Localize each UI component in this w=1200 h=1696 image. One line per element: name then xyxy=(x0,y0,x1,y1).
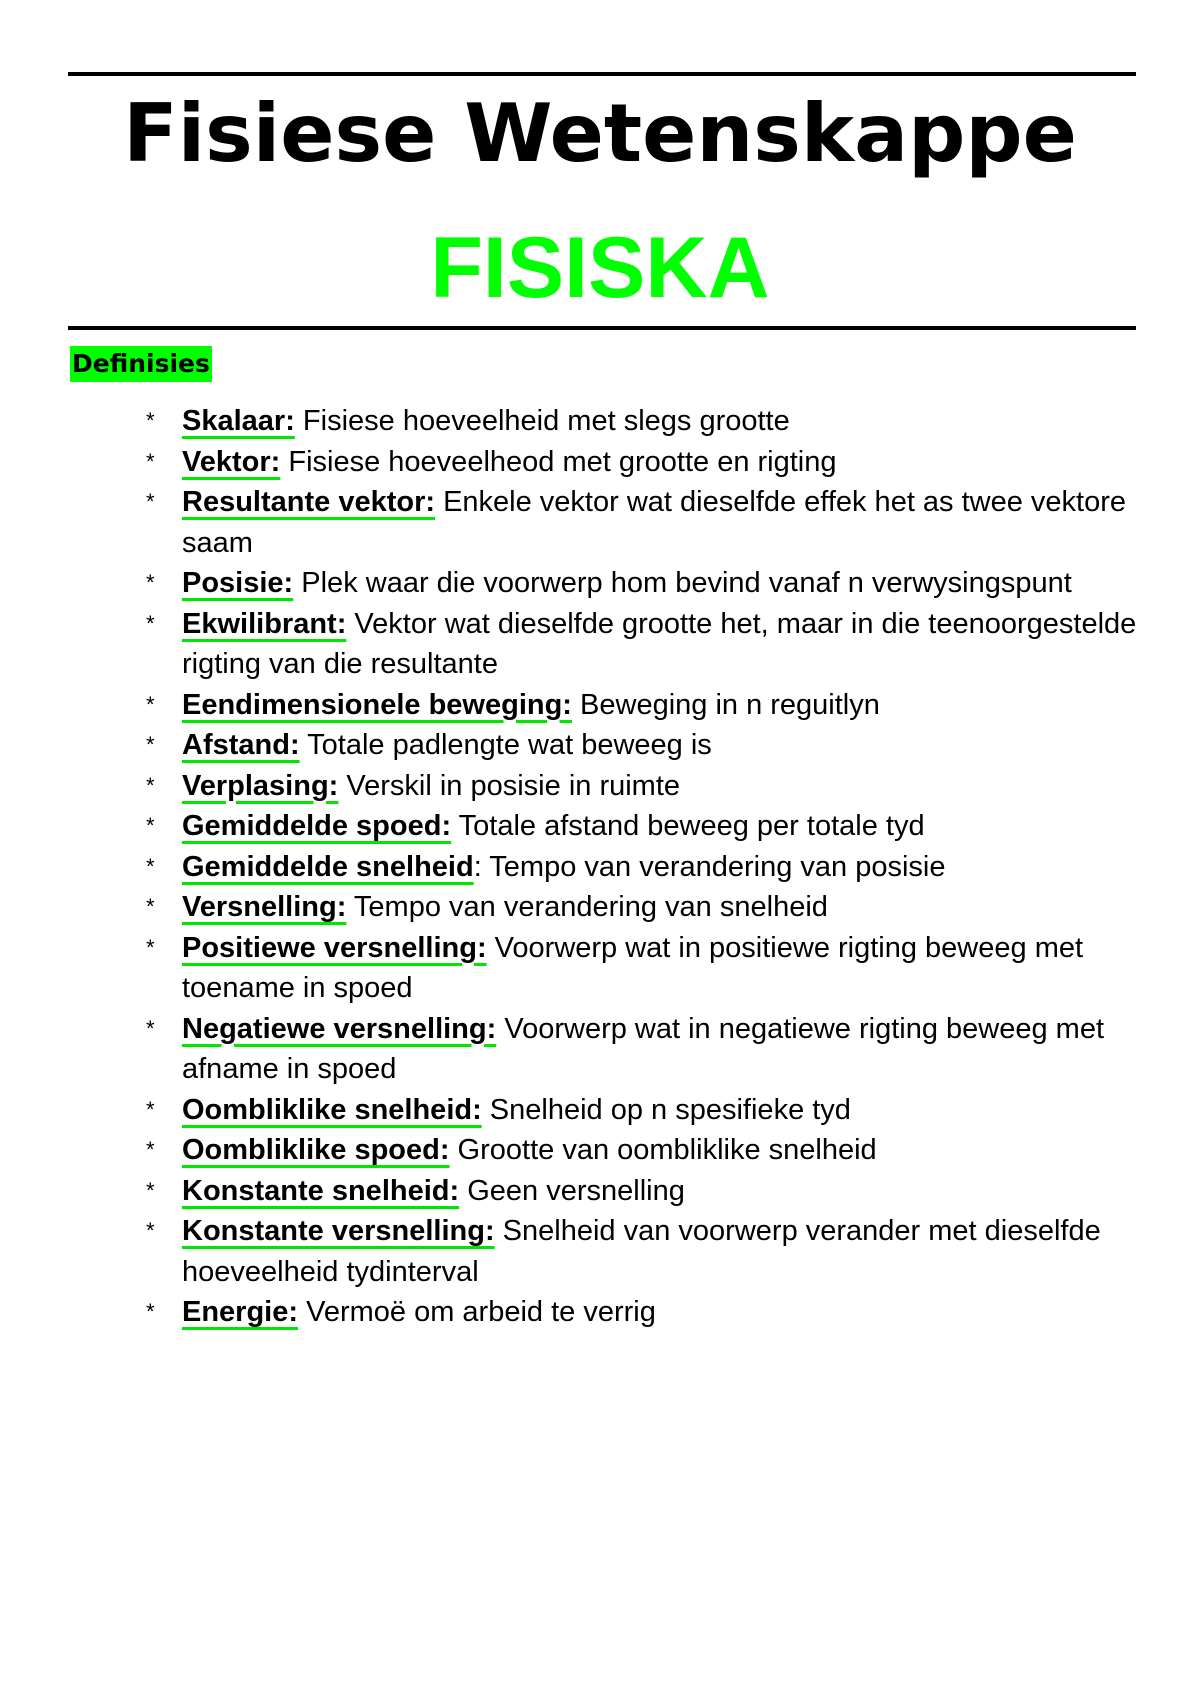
definition-text: Vektor wat dieselfde grootte het, maar in die teenoorgestelde rigting van die resultante xyxy=(182,607,1137,680)
definition-term: Resultante vektor: xyxy=(182,486,436,518)
definition-term: Posisie: xyxy=(182,567,294,599)
bullet-star-icon: * xyxy=(146,853,155,879)
definition-text: Beweging in n reguitlyn xyxy=(571,688,880,721)
definition-item xyxy=(0,401,1200,442)
definition-term: Konstante snelheid: xyxy=(182,1174,460,1207)
definition-text: Snelheid van voorwerp verander met dieselfde hoeveelheid tydinterval xyxy=(182,1215,1101,1288)
definition-text: Geen versnelling xyxy=(459,1174,685,1207)
definition-text: Grootte van oombliklike snelheid xyxy=(449,1134,877,1166)
definition-text: Snelheid op n spesifieke tyd xyxy=(481,1093,851,1126)
definition-text: Fisiese hoeveelheid met slegs grootte xyxy=(294,405,790,437)
definition-text: Vermoë om arbeid te verrig xyxy=(298,1296,656,1328)
bullet-star-icon: * xyxy=(146,732,155,757)
definition-text: Totale afstand beweeg per totale tyd xyxy=(451,810,925,842)
definition-term: Negatiewe versnelling: xyxy=(182,1012,497,1045)
definition-text: Totale padlengte wat beweeg is xyxy=(299,729,712,761)
definition-term: Eendimensionele beweging: xyxy=(182,688,572,721)
definition-item xyxy=(0,1211,1200,1292)
definition-term: Gemiddelde spoed: xyxy=(182,810,452,842)
definition-text: Fisiese hoeveelheod met grootte en rigting xyxy=(280,445,837,478)
definition-text: Voorwerp wat in negatiewe rigting beweeg met afname in spoed xyxy=(182,1012,1105,1085)
definition-term: Vektor: xyxy=(182,445,281,478)
bullet-star-icon: * xyxy=(146,1096,155,1122)
definition-term: Versnelling: xyxy=(182,891,347,923)
section-heading: Definisies xyxy=(70,346,212,382)
bullet-star-icon: * xyxy=(146,691,155,717)
definition-term: Oombliklike snelheid: xyxy=(182,1093,482,1126)
bullet-star-icon: * xyxy=(146,813,155,838)
definition-term: Gemiddelde snelheid xyxy=(182,850,474,883)
definition-text: Verskil in posisie in ruimte xyxy=(338,769,681,802)
bullet-star-icon: * xyxy=(146,448,155,474)
definition-item xyxy=(0,725,1200,766)
definition-item xyxy=(0,604,1200,685)
bullet-star-icon: * xyxy=(146,1137,155,1162)
bullet-star-icon: * xyxy=(146,934,155,960)
page-subtitle: FISISKA xyxy=(430,220,770,316)
bullet-star-icon: * xyxy=(146,570,155,595)
definition-item xyxy=(0,1130,1200,1171)
definition-term: Skalaar: xyxy=(182,405,295,437)
definitions-list xyxy=(0,401,1200,1333)
bullet-star-icon: * xyxy=(146,1015,155,1041)
page-title: Fisiese Wetenskappe xyxy=(123,87,1077,180)
definition-text: Plek waar die voorwerp hom bevind vanaf n verwysingspunt xyxy=(293,567,1072,599)
definition-term: Energie: xyxy=(182,1296,299,1328)
bottom-rule xyxy=(68,326,1136,330)
definition-item xyxy=(0,563,1200,604)
definition-item xyxy=(0,685,1200,726)
definition-text: Voorwerp wat in positiewe rigting beweeg met toename in spoed xyxy=(182,931,1084,1004)
bullet-star-icon: * xyxy=(146,408,155,433)
bullet-star-icon: * xyxy=(146,772,155,798)
definition-text: Tempo van verandering van snelheid xyxy=(346,891,828,923)
bullet-star-icon: * xyxy=(146,1177,155,1203)
bullet-star-icon: * xyxy=(146,1218,155,1243)
definition-term: Ekwilibrant: xyxy=(182,607,347,640)
definition-item xyxy=(0,847,1200,888)
definition-item xyxy=(0,442,1200,483)
definition-item xyxy=(0,887,1200,928)
definition-item xyxy=(0,766,1200,807)
bullet-star-icon: * xyxy=(146,1299,155,1324)
definition-item xyxy=(0,1171,1200,1212)
definition-item xyxy=(0,806,1200,847)
definition-term: Positiewe versnelling: xyxy=(182,931,487,964)
definition-item xyxy=(0,482,1200,563)
definition-term: Afstand: xyxy=(182,729,300,761)
bullet-star-icon: * xyxy=(146,489,155,514)
definition-item xyxy=(0,1090,1200,1131)
definition-term: Verplasing: xyxy=(182,769,339,802)
definition-term: Konstante versnelling: xyxy=(182,1215,495,1247)
definition-text: : Tempo van verandering van posisie xyxy=(473,850,946,883)
definition-item xyxy=(0,928,1200,1009)
bullet-star-icon: * xyxy=(146,610,155,636)
top-rule xyxy=(68,72,1136,76)
definition-text: Enkele vektor wat dieselfde effek het as twee vektore saam xyxy=(182,486,1127,559)
bullet-star-icon: * xyxy=(146,894,155,919)
definition-item xyxy=(0,1009,1200,1090)
definition-item xyxy=(0,1292,1200,1333)
definition-term: Oombliklike spoed: xyxy=(182,1134,450,1166)
